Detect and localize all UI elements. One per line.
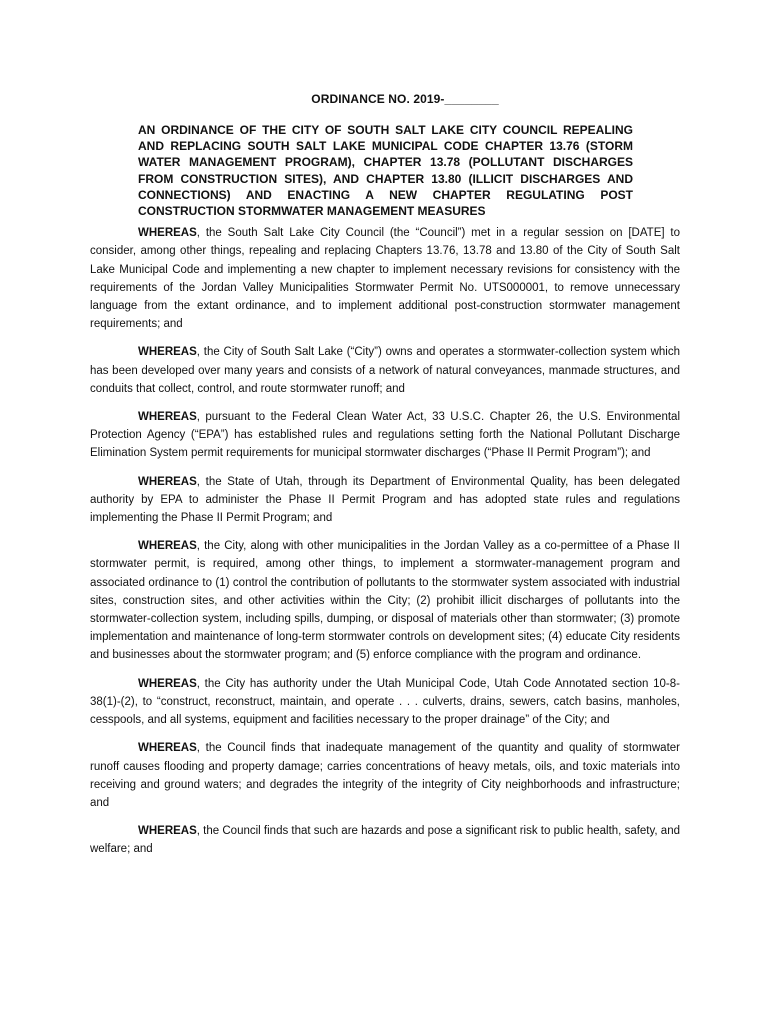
whereas-lead: WHEREAS — [138, 540, 197, 553]
whereas-lead: WHEREAS — [138, 346, 197, 359]
whereas-paragraph — [90, 822, 680, 858]
whereas-lead: WHEREAS — [138, 411, 197, 424]
whereas-text: , the Council finds that inadequate management of the quantity and quality of stormwater runoff causes flooding and property damage; carries concentrations of heavy metals, oils, and toxic materials into receiving and ground waters; and degrades the integrity of the integrity of City neighborhoods and infrastructure; and — [90, 742, 680, 809]
whereas-text: , the City has authority under the Utah Municipal Code, Utah Code Annotated section 10-8-38(1)-(2), to “construct, reconstruct, maintain, and operate . . . culverts, drains, sewers, catch basins, manholes, cesspools, and all systems, equipment and facilities necessary to the proper drainage” of the City; and — [90, 677, 680, 727]
ordinance-title: ORDINANCE NO. 2019-________ — [311, 92, 499, 106]
document-page — [90, 92, 680, 869]
whereas-lead: WHEREAS — [138, 475, 197, 488]
whereas-text: , the City, along with other municipalities in the Jordan Valley as a co-permittee of a Phase II stormwater permit, is required, among other things, to implement a stormwater-management program and associated ordinance to (1) control the contribution of pollutants to the stormwater system associated with industrial sites, construction sites, and other activities within the City; (2) prohibit illicit discharges of pollutants into the stormwater-collection system, including spills, dumping, or disposal of materials other than stormwater; (3) promote implementation and maintenance of long-term stormwater controls on development sites; (4) educate City residents and businesses about the stormwater program; and (5) enforce compliance with the program and ordinance. — [90, 540, 680, 662]
ordinance-subtitle: AN ORDINANCE OF THE CITY OF SOUTH SALT LAKE CITY COUNCIL REPEALING AND REPLACING SOUTH SALT LAKE MUNICIPAL CODE CHAPTER 13.76 (STORM WATER MANAGEMENT PROGRAM), CHAPTER 13.78 (POLLUTANT DISCHARGES FROM CONSTRUCTION SITES), AND CHAPTER 13.80 (ILLICIT DISCHARGES AND CONNECTIONS) AND ENACTING A NEW CHAPTER REGULATING POST CONSTRUCTION STORMWATER MANAGEMENT MEASURES — [138, 123, 633, 219]
whereas-paragraph — [90, 408, 680, 463]
whereas-lead: WHEREAS — [138, 742, 197, 755]
whereas-paragraph — [90, 343, 680, 398]
whereas-paragraph — [90, 224, 680, 333]
whereas-paragraph — [90, 739, 680, 812]
whereas-paragraph — [90, 675, 680, 730]
whereas-lead: WHEREAS — [138, 677, 197, 690]
whereas-text: , the City of South Salt Lake (“City”) owns and operates a stormwater-collection system which has been developed over many years and consists of a network of natural conveyances, manmade structures, and conduits that collect, control, and route stormwater runoff; and — [90, 346, 680, 395]
whereas-paragraph — [90, 537, 680, 664]
whereas-text: , the Council finds that such are hazards and pose a significant risk to public health, safety, and welfare; and — [90, 825, 680, 856]
whereas-text: , pursuant to the Federal Clean Water Act, 33 U.S.C. Chapter 26, the U.S. Environmental Protection Agency (“EPA”) has established rules and regulations setting forth the National Pollutant Discharge Elimination System permit requirements for municipal stormwater discharges (“Phase II Permit Program”); and — [90, 411, 680, 460]
whereas-lead: WHEREAS — [138, 227, 197, 240]
whereas-text: , the South Salt Lake City Council (the “Council”) met in a regular session on [DATE] to consider, among other things, repealing and replacing Chapters 13.76, 13.78 and 13.80 of the City of South Salt Lake Municipal Code and implementing a new chapter to implement necessary revisions for consistency with the requirements of the Jordan Valley Municipalities Stormwater Permit No. UTS000001, to remove unnecessary language from the extant ordinance, and to implement additional post-construction stormwater management requirements; and — [90, 227, 680, 331]
whereas-text: , the State of Utah, through its Department of Environmental Quality, has been delegated authority by EPA to administer the Phase II Permit Program and has adopted state rules and regulations implementing the Phase II Permit Program; and — [90, 475, 680, 525]
whereas-lead: WHEREAS — [138, 825, 197, 838]
whereas-paragraph — [90, 473, 680, 528]
